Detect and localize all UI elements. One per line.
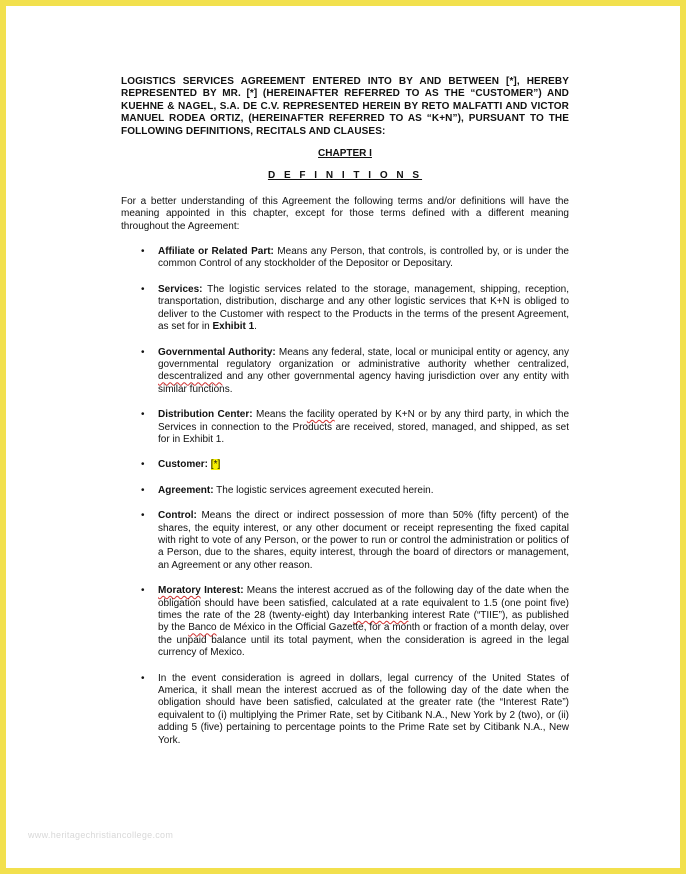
definition-text-end: de México in the Official Gazette, for a month or fraction of a month delay, over the unpaid balance until its total payment, when the consideration is agreed in the legal currency of Mexico. [158, 622, 569, 659]
definition-text: In the event consideration is agreed in dollars, legal currency of the United States of America, it shall mean the interest accrued as of the following day of the date when the obligation should have been satisfied, calculated at the greater rate (the “Interest Rate”) equivalent to (i) multiplying the Primer Rate, set by Citibank N.A., New York by 2 (two), or (ii) adding 5 (five) pertaining to percentage points to the Prime Rate set by Citibank N.A., New York. [158, 672, 569, 746]
spellcheck-word: descentralized [158, 371, 223, 383]
definition-term: Interest: [200, 585, 244, 597]
bullet-icon: • [141, 409, 145, 421]
definition-term: Agreement: [158, 484, 214, 496]
bullet-icon: • [141, 672, 145, 684]
definition-text: Means the interest accrued as of the following day of the date when the obligation should have been satisfied, calculated at a rate equivalent to 1.5 (one point five) times the rate of the 28 (twenty-eight) day [158, 585, 570, 621]
spellcheck-word: Interbanking [353, 610, 409, 621]
definition-agreement [121, 485, 569, 497]
definition-term: Affiliate or Related Part: [158, 246, 274, 258]
definition-text-end: operated by K+N or by any third party, in which the Services in connection to the Products are received, stored, managed, and shipped, as set for in Exhibit 1. [158, 409, 569, 445]
definition-text: Means the [252, 409, 307, 421]
bullet-icon: • [141, 510, 145, 522]
definition-governmental-authority [121, 347, 569, 397]
definition-affiliate [121, 246, 569, 271]
definition-text-mid: interest Rate (“TIIE”), as published by the [158, 610, 569, 634]
intro-paragraph: For a better understanding of this Agreement the following terms and/or definitions will have the meaning appointed in this chapter, except for those terms defined with a different meaning throughout the Agreement: [121, 195, 569, 232]
definition-customer [121, 459, 569, 471]
definition-text-end: . [254, 321, 257, 333]
spellcheck-word: facility [306, 409, 335, 421]
definition-term: Control: [158, 510, 197, 522]
definitions-list [121, 246, 569, 747]
definition-term: Governmental Authority: [158, 346, 276, 358]
spellcheck-word: Banco [188, 622, 217, 634]
definition-dollars [121, 673, 569, 747]
agreement-header: LOGISTICS SERVICES AGREEMENT ENTERED INTO BY AND BETWEEN [*], HEREBY REPRESENTED BY MR. [*] (HEREINAFTER REFERRED TO AS THE “CUSTOMER”) AND KUEHNE & NAGEL, S.A. DE C.V. REPRESENTED HEREIN BY RETO MALFATTI AND VICTOR MANUEL RODEA ORTIZ, (HEREINAFTER REFERRED TO AS “K+N”), PURSUANT TO THE FOLLOWING DEFINITIONS, RECITALS AND CLAUSES: [121, 76, 569, 137]
document-page [6, 6, 680, 868]
definition-moratory-interest [121, 585, 569, 659]
watermark-text: www.heritagechristiancollege.com [28, 830, 174, 840]
definition-text-end: and any other governmental agency having jurisdiction over any entity with similar functions. [158, 371, 569, 395]
definition-control [121, 510, 569, 572]
definition-term-underlined: Moratory [158, 585, 201, 597]
document-body [121, 76, 569, 747]
definition-term: Distribution Center: [158, 409, 253, 421]
definition-term: Customer: [158, 459, 209, 471]
definition-distribution-center [121, 409, 569, 446]
bullet-icon: • [141, 459, 145, 471]
definition-text: Means the direct or indirect possession of more than 50% (fifty percent) of the shares, the equity interest, or any other document or receipt representing the fixed capital with right to vote of any Person, or the power to run or control the administration or politics of a Person, due to the shares, equity interest, through the board of directors or management, an Agreement or any other reason. [158, 510, 569, 571]
highlighted-placeholder: [*] [210, 459, 221, 471]
definition-text: Means any federal, state, local or municipal entity or agency, any governmental regulatory organization or administrative authority whether centralized, [158, 346, 569, 370]
chapter-heading: CHAPTER I [318, 148, 372, 160]
exhibit-reference: Exhibit 1 [212, 321, 255, 333]
bullet-icon: • [141, 283, 145, 295]
bullet-icon: • [141, 246, 145, 258]
bullet-icon: • [141, 484, 145, 496]
definitions-heading: D E F I N I T I O N S [267, 170, 423, 182]
definition-text: The logistic services related to the storage, management, shipping, reception, transportation, distribution, discharge and any other logistic services that K+N is obliged to deliver to the Customer with respect to the Products in the terms of the present Agreement, as set for in [158, 283, 569, 333]
bullet-icon: • [141, 346, 145, 358]
definition-text: Means any Person, that controls, is controlled by, or is under the common Control of any stockholder of the Depositor or Depositary. [158, 246, 569, 270]
bullet-icon: • [141, 585, 145, 597]
definition-text: The logistic services agreement executed herein. [213, 484, 434, 496]
definition-services [121, 284, 569, 334]
definition-term: Services: [158, 283, 203, 295]
